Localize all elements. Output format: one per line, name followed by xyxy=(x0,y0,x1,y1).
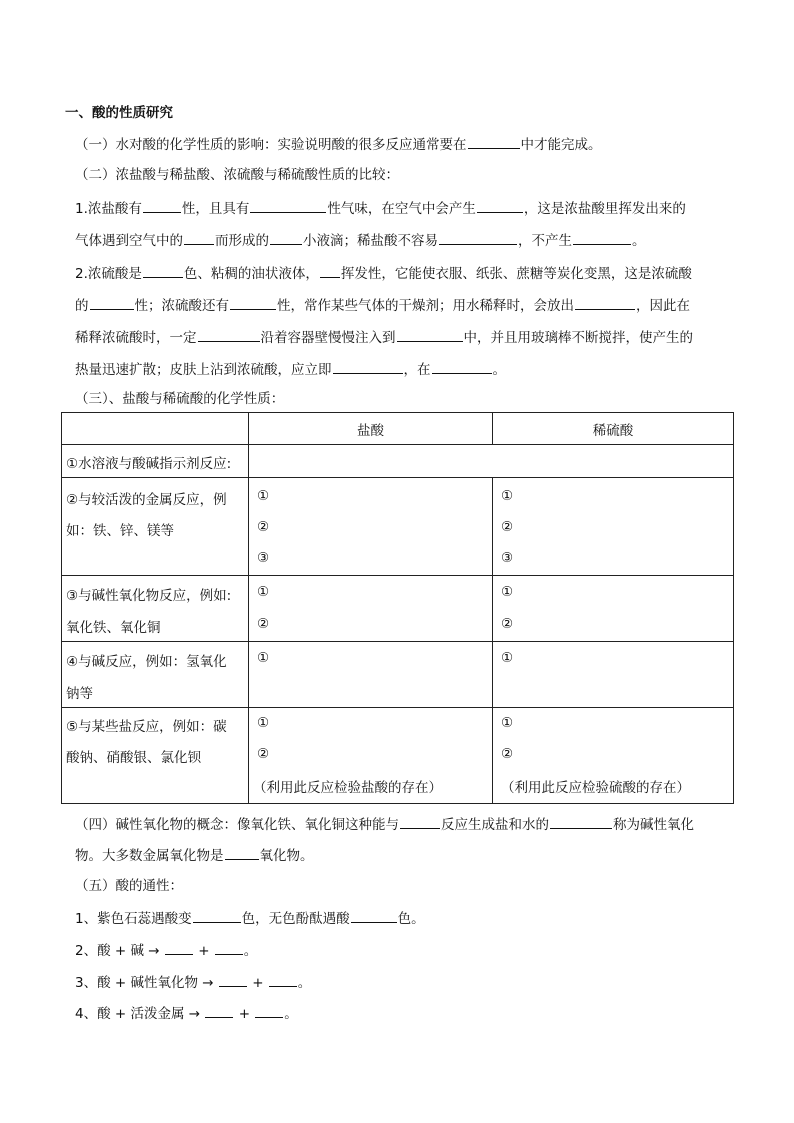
paragraph-comparison-heading: （二）浓盐酸与稀盐酸、浓硫酸与稀硫酸性质的比较： xyxy=(75,167,399,183)
property-1: 1、紫色石蕊遇酸变 色，无色酚酞遇酸 色。 xyxy=(75,908,425,928)
table-row xyxy=(62,708,734,804)
paragraph-basic-oxide-line1: （四）碱性氧化物的概念：像氧化铁、氧化铜这种能与 反应生成盐和水的 称为碱性氧化 xyxy=(75,814,694,834)
fill-blank[interactable] xyxy=(550,814,612,829)
table-header-empty xyxy=(62,413,249,445)
table-row xyxy=(62,642,734,708)
table-row-label: ②与较活泼的金属反应，例 如：铁、锌、镁等 xyxy=(62,478,249,576)
fill-blank[interactable] xyxy=(439,230,517,245)
fill-blank[interactable] xyxy=(333,359,403,374)
fill-blank[interactable] xyxy=(205,1003,233,1018)
property-4: 4、酸 + 活泼金属 → + 。 xyxy=(75,1003,298,1023)
table-header-h2so4: 稀硫酸 xyxy=(493,413,734,445)
table-answer-cell[interactable]: ① ② ③ xyxy=(493,478,734,576)
table-answer-cell[interactable]: ① ② ③ xyxy=(249,478,493,576)
section-title: 一、酸的性质研究 xyxy=(65,105,173,121)
table-answer-cell[interactable]: ① xyxy=(493,642,734,708)
table-answer-cell[interactable] xyxy=(249,445,734,478)
table-answer-cell[interactable]: ① ② （利用此反应检验硫酸的存在） xyxy=(493,708,734,804)
table-row-label: ④与碱反应，例如：氢氧化 钠等 xyxy=(62,642,249,708)
fill-blank[interactable] xyxy=(198,327,260,342)
table-row-label: ⑤与某些盐反应，例如：碳 酸钠、硝酸银、氯化钡 xyxy=(62,708,249,804)
table-row xyxy=(62,576,734,642)
hcl-test-note: （利用此反应检验盐酸的存在） xyxy=(253,780,442,796)
fill-blank[interactable] xyxy=(400,814,440,829)
table-answer-cell[interactable]: ① ② xyxy=(249,576,493,642)
table-row-label: ③与碱性氧化物反应，例如: 氧化铁、氧化铜 xyxy=(62,576,249,642)
paragraph-h2so4-line3: 稀释浓硫酸时，一定 沿着容器壁慢慢注入到 中，并且用玻璃棒不断搅拌，使产生的 xyxy=(75,327,693,347)
paragraph-h2so4-line4: 热量迅速扩散；皮肤上沾到浓硫酸，应立即 ，在 。 xyxy=(75,359,506,379)
table-header-hcl: 盐酸 xyxy=(249,413,493,445)
paragraph-hcl-line2: 气体遇到空气中的 而形成的 小液滴；稀盐酸不容易 ，不产生 。 xyxy=(75,230,646,250)
fill-blank[interactable] xyxy=(270,230,302,245)
fill-blank[interactable] xyxy=(477,198,523,213)
fill-blank[interactable] xyxy=(269,972,297,987)
table-answer-cell[interactable]: ① ② （利用此反应检验盐酸的存在） xyxy=(249,708,493,804)
fill-blank[interactable] xyxy=(219,972,247,987)
paragraph-h2so4-line1: 2.浓硫酸是 色、粘稠的油状液体， 挥发性，它能使衣服、纸张、蔗糖等炭化变黑，这是浓硫酸 xyxy=(75,263,692,283)
table-row-label: ①水溶液与酸碱指示剂反应: xyxy=(62,445,249,478)
acid-properties-table xyxy=(61,412,734,804)
fill-blank[interactable] xyxy=(468,134,520,149)
fill-blank[interactable] xyxy=(225,845,259,860)
fill-blank[interactable] xyxy=(351,908,397,923)
fill-blank[interactable] xyxy=(184,230,214,245)
fill-blank[interactable] xyxy=(397,327,463,342)
table-header-row xyxy=(62,413,734,445)
fill-blank[interactable] xyxy=(143,263,183,278)
fill-blank[interactable] xyxy=(90,295,134,310)
paragraph-hcl-line1: 1.浓盐酸有 性，且具有 性气味，在空气中会产生 ，这是浓盐酸里挥发出来的 xyxy=(75,198,686,218)
fill-blank[interactable] xyxy=(573,230,631,245)
h2so4-test-note: （利用此反应检验硫酸的存在） xyxy=(501,780,690,796)
fill-blank[interactable] xyxy=(320,263,340,278)
fill-blank[interactable] xyxy=(230,295,276,310)
table-answer-cell[interactable]: ① ② xyxy=(493,576,734,642)
table-row xyxy=(62,478,734,576)
paragraph-h2so4-line2: 的 性；浓硫酸还有 性，常作某些气体的干燥剂；用水稀释时，会放出 ，因此在 xyxy=(75,295,690,315)
paragraph-basic-oxide-line2: 物。大多数金属氧化物是 氧化物。 xyxy=(75,845,314,865)
fill-blank[interactable] xyxy=(250,198,326,213)
fill-blank[interactable] xyxy=(143,198,181,213)
fill-blank[interactable] xyxy=(193,908,241,923)
table-row xyxy=(62,445,734,478)
fill-blank[interactable] xyxy=(165,940,193,955)
fill-blank[interactable] xyxy=(432,359,492,374)
fill-blank[interactable] xyxy=(215,940,243,955)
paragraph-water-effect: （一）水对酸的化学性质的影响：实验说明酸的很多反应通常要在 中才能完成。 xyxy=(75,134,602,154)
property-2: 2、酸 + 碱 → + 。 xyxy=(75,940,257,960)
paragraph-table-heading: （三）、盐酸与稀硫酸的化学性质： xyxy=(75,391,285,407)
paragraph-general-properties: （五）酸的通性： xyxy=(75,878,183,894)
table-answer-cell[interactable]: ① xyxy=(249,642,493,708)
fill-blank[interactable] xyxy=(255,1003,283,1018)
fill-blank[interactable] xyxy=(575,295,635,310)
property-3: 3、酸 + 碱性氧化物 → + 。 xyxy=(75,972,311,992)
